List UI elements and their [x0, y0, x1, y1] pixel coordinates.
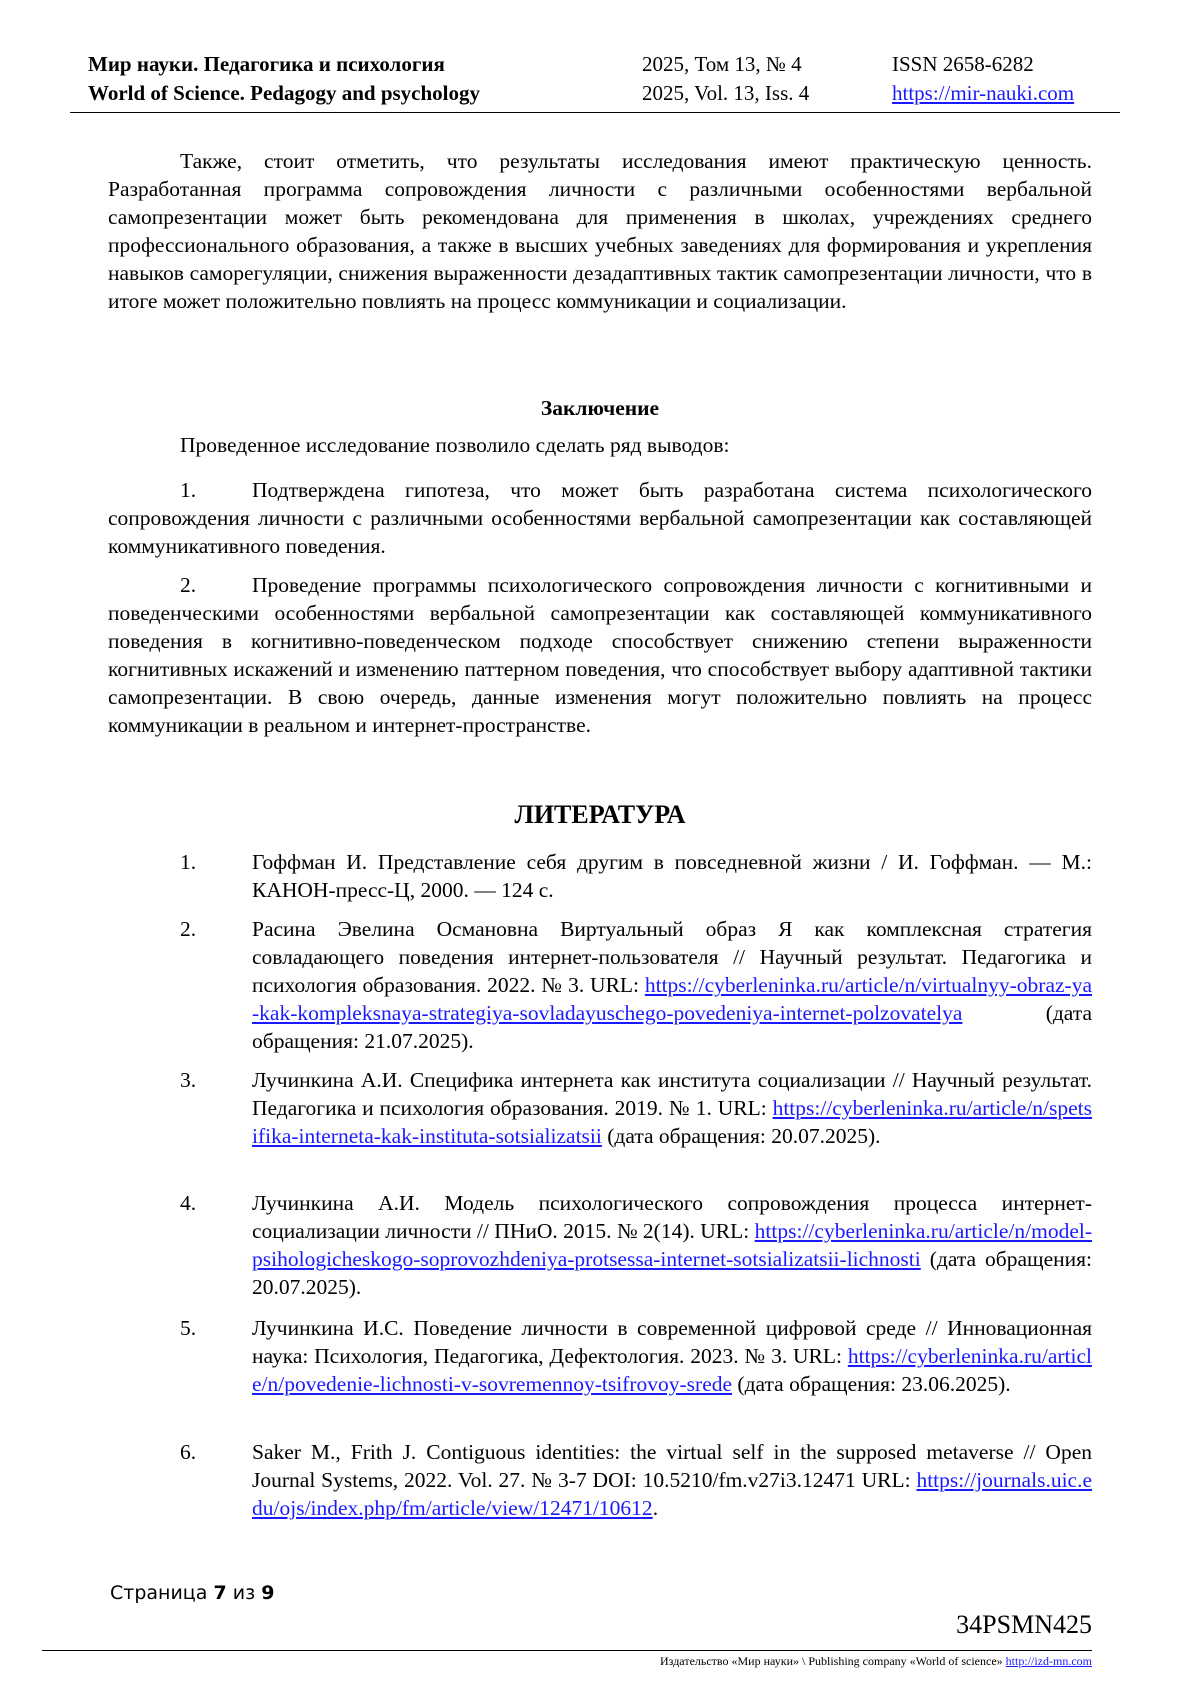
- publisher-text: Издательство «Мир науки» \ Publishing company «World of science»: [660, 1654, 1006, 1668]
- journal-title-block: [88, 50, 480, 108]
- issue-block: [642, 50, 809, 108]
- publisher-line: [42, 1650, 1092, 1669]
- publisher-link[interactable]: http://izd-mn.com: [1005, 1654, 1092, 1668]
- journal-site-link[interactable]: https://mir-nauki.com: [892, 81, 1075, 105]
- reference-number: 2.: [180, 917, 197, 941]
- issue-en: 2025, Vol. 13, Iss. 4: [642, 81, 810, 105]
- page-word: Страница: [110, 1582, 208, 1604]
- reference-url-link[interactable]: https://cyberleninka.ru/article/n/virtualnyy-obraz-ya-kak-kompleksnaya-strategiya-sovladayuschego-povedeniya-internet-polzovatelya: [252, 973, 1092, 1025]
- reference-citation: Лучинкина А.И. Модель психологического сопровождения процесса интернет-социализации личности // ПНиО. 2015. № 2(14). URL:: [252, 1191, 1092, 1243]
- reference-citation: Гоффман И. Представление себя другим в повседневной жизни / И. Гоффман. — М.: КАНОН-пресс-Ц, 2000. — 124 с.: [252, 850, 1092, 902]
- reference-text: [252, 1066, 1092, 1150]
- reference-text: [252, 915, 1092, 1055]
- reference-url-link[interactable]: https://journals.uic.edu/ojs/index.php/fm/article/view/12471/10612: [252, 1468, 1092, 1520]
- body-paragraph: Также, стоит отметить, что результаты исследования имеют практическую ценность. Разработанная программа сопровождения личности с различными особенностями вербальной самопрезентации может быть рекомендована для применения в школах, учреждениях среднего профессионального образования, а также в высших учебных заведениях для формирования и укрепления навыков саморегуляции, снижения выраженности дезадаптивных тактик самопрезентации личности, что в итоге может положительно повлиять на процесс коммуникации и социализации.: [108, 149, 1092, 313]
- reference-number: 4.: [180, 1191, 197, 1215]
- page-total: 9: [261, 1582, 275, 1604]
- finding-text: Проведение программы психологического сопровождения личности с когнитивными и поведенческими особенностями вербальной самопрезентации как составляющей коммуникативного поведения в когнитивно-поведенческом подходе способствует снижению степени выраженности когнитивных искажений и изменению паттерном поведения, что способствует выбору адаптивной тактики самопрезентации. В свою очередь, данные изменения могут положительно повлиять на процесс коммуникации в реальном и интернет-пространстве.: [108, 573, 1092, 737]
- literature-heading: ЛИТЕРАТУРА: [514, 800, 686, 829]
- reference-text: [252, 1314, 1092, 1398]
- reference-access-date: (дата обращения: 23.06.2025).: [732, 1372, 1011, 1396]
- reference-access-date: (дата обращения: 20.07.2025).: [252, 1247, 1092, 1299]
- reference-access-date: (дата обращения: 21.07.2025).: [252, 1001, 1092, 1053]
- page-current: 7: [213, 1582, 227, 1604]
- article-code: 34PSMN425: [956, 1610, 1092, 1639]
- reference-number: 6.: [180, 1440, 197, 1464]
- finding-text: Подтверждена гипотеза, что может быть разработана система психологического сопровождения личности с различными особенностями вербальной самопрезентации как составляющей коммуникативного поведения.: [108, 478, 1092, 558]
- conclusion-intro: Проведенное исследование позволило сделать ряд выводов:: [180, 433, 730, 457]
- reference-text: [252, 848, 1092, 904]
- finding-item: [108, 476, 1092, 560]
- page-number: [110, 1582, 274, 1604]
- journal-title-ru: Мир науки. Педагогика и психология: [88, 52, 445, 76]
- journal-title-en: World of Science. Pedagogy and psychology: [88, 81, 481, 105]
- page-of: из: [232, 1582, 256, 1604]
- reference-text: [252, 1438, 1092, 1522]
- issue-ru: 2025, Том 13, № 4: [642, 52, 802, 76]
- reference-url-link[interactable]: https://cyberleninka.ru/article/n/spetsifika-interneta-kak-instituta-sotsializatsii: [252, 1096, 1092, 1148]
- reference-access-date: (дата обращения: 20.07.2025).: [601, 1124, 881, 1148]
- reference-number: 3.: [180, 1068, 197, 1092]
- finding-number: 1.: [180, 478, 197, 502]
- journal-header: [70, 50, 1120, 113]
- finding-number: 2.: [180, 573, 197, 597]
- reference-url-link[interactable]: https://cyberleninka.ru/article/n/model-psihologicheskogo-soprovozhdeniya-protsessa-internet-sotsializatsii-lichnosti: [252, 1219, 1092, 1271]
- conclusion-heading: Заключение: [540, 396, 660, 420]
- reference-citation: Расина Эвелина Османовна Виртуальный образ Я как комплексная стратегия совладающего поведения интернет-пользователя // Научный результат. Педагогика и психология образования. 2022. № 3. URL:: [252, 917, 1092, 997]
- finding-item: [108, 571, 1092, 739]
- issn: ISSN 2658-6282: [892, 52, 1034, 76]
- issn-block: [892, 50, 1074, 108]
- reference-number: 5.: [180, 1316, 197, 1340]
- reference-citation: Лучинкина А.И. Специфика интернета как института социализации // Научный результат. Педагогика и психология образования. 2019. № 1. URL:: [252, 1068, 1092, 1120]
- reference-url-link[interactable]: https://cyberleninka.ru/article/n/povedenie-lichnosti-v-sovremennoy-tsifrovoy-srede: [252, 1344, 1092, 1396]
- reference-citation: Лучинкина И.С. Поведение личности в современной цифровой среде // Инновационная наука: Психология, Педагогика, Дефектология. 2023. № 3. URL:: [252, 1316, 1092, 1368]
- reference-citation: Saker M., Frith J. Contiguous identities: the virtual self in the supposed metaverse // Open Journal Systems, 2022. Vol. 27. № 3-7 DOI: 10.5210/fm.v27i3.12471 URL:: [252, 1440, 1092, 1492]
- reference-text: [252, 1189, 1092, 1301]
- reference-access-date: .: [652, 1496, 659, 1520]
- reference-number: 1.: [180, 850, 197, 874]
